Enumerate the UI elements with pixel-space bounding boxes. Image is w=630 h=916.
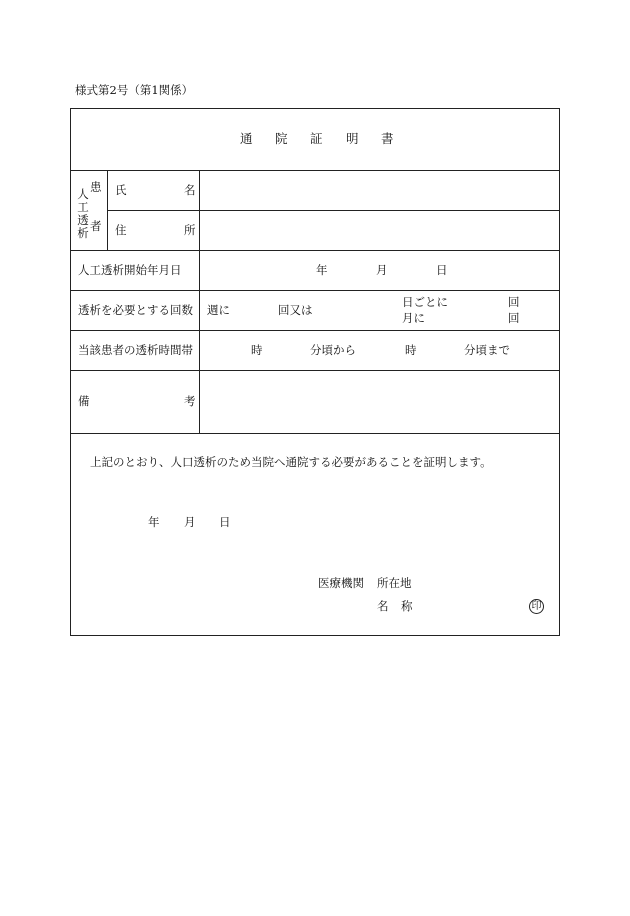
title-char: 通 [240, 131, 253, 146]
patient-group-char: 者 [90, 219, 102, 233]
column-divider-label [199, 170, 200, 433]
frequency-times: 回 [508, 295, 520, 309]
title-char: 院 [275, 131, 288, 146]
time-unit: 時 [251, 343, 263, 357]
row-divider-time [70, 370, 560, 371]
institution-name-char: 称 [401, 599, 413, 613]
frequency-label: 透析を必要とする回数 [78, 303, 193, 317]
frequency-monthly: 月に [402, 311, 425, 325]
column-divider-patient-group [107, 170, 108, 250]
row-divider-remarks [70, 433, 560, 434]
cert-date-unit: 年 [148, 515, 160, 529]
cert-date-unit: 月 [184, 515, 196, 529]
start-date-unit: 年 [316, 263, 328, 277]
institution-label: 医療機関 [318, 576, 364, 590]
remarks-label-char: 備 [78, 394, 90, 408]
patient-group-char: 工 [77, 199, 89, 214]
title-char: 明 [346, 131, 359, 146]
row-divider-name [107, 210, 560, 211]
name-label-char: 名 [184, 183, 196, 197]
start-date-unit: 日 [436, 263, 448, 277]
seal-mark: 印 [529, 599, 544, 614]
address-label-char: 住 [115, 223, 127, 237]
patient-group-char: 透 [77, 212, 89, 227]
certificate-form [70, 108, 560, 636]
frequency-times: 回 [508, 311, 520, 325]
title-char: 証 [310, 131, 323, 146]
title-char: 書 [381, 131, 394, 146]
start-date-unit: 月 [376, 263, 388, 277]
time-unit: 時 [405, 343, 417, 357]
time-label: 当該患者の透析時間帯 [78, 343, 193, 357]
patient-group-column [76, 188, 90, 240]
remarks-label-char: 考 [184, 394, 196, 408]
time-unit: 分頃まで [464, 343, 510, 357]
frequency-days: 日ごとに [402, 295, 448, 309]
row-divider-frequency [70, 330, 560, 331]
certification-statement: 上記のとおり、人口透析のため当院へ通院する必要があることを証明します。 [90, 455, 492, 469]
location-label: 所在地 [377, 576, 412, 590]
frequency-or: 回又は [278, 303, 313, 317]
row-divider-title [70, 170, 560, 171]
time-unit: 分頃から [310, 343, 356, 357]
name-label-char: 氏 [115, 183, 127, 197]
cert-date-unit: 日 [219, 515, 231, 529]
patient-group-char: 析 [77, 225, 89, 240]
frequency-weekly: 週に [207, 303, 230, 317]
row-divider-patient [70, 250, 560, 251]
start-date-label: 人工透析開始年月日 [78, 263, 182, 277]
institution-name-char: 名 [377, 599, 389, 613]
patient-group-char: 人 [77, 187, 89, 201]
address-label-char: 所 [184, 223, 196, 237]
form-number: 様式第2号（第1関係） [75, 83, 194, 97]
patient-group-char: 患 [90, 180, 102, 194]
row-divider-start-date [70, 290, 560, 291]
